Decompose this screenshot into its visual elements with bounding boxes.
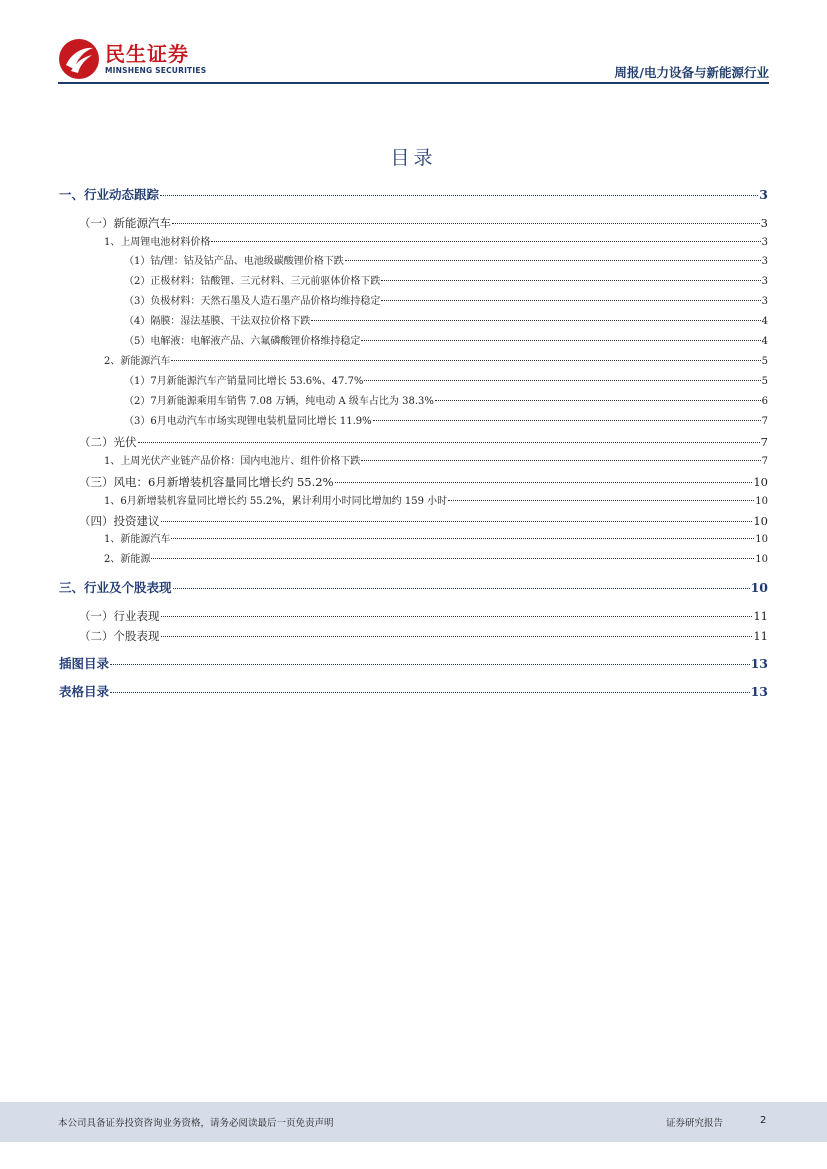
toc-entry-title: 一、行业动态跟踪 (59, 187, 160, 202)
toc-entry[interactable] (104, 493, 768, 511)
toc-entry-title: 三、行业及个股表现 (59, 580, 172, 595)
toc-leader-dots (161, 635, 753, 637)
toc-entry-title: （二）光伏 (79, 435, 137, 449)
toc-entry[interactable] (104, 453, 768, 471)
toc-leader-dots (161, 520, 753, 522)
toc-entry[interactable] (124, 253, 768, 271)
toc-leader-dots (151, 557, 754, 559)
toc-entry-title: （一）行业表现 (79, 609, 160, 623)
logo-english-name: MINSHENG SECURITIES (105, 65, 207, 75)
toc-leader-dots (345, 259, 761, 261)
toc-entry[interactable] (59, 683, 768, 701)
footer-disclaimer: 本公司具备证券投资咨询业务资格，请务必阅读最后一页免责声明 (58, 1118, 334, 1129)
toc-entry-page: 5 (761, 356, 768, 367)
toc-entry-page: 5 (761, 376, 768, 387)
toc-entry-page: 3 (761, 256, 768, 267)
toc-leader-dots (364, 379, 760, 381)
toc-entry[interactable] (124, 333, 768, 351)
toc-entry-page: 7 (761, 456, 768, 467)
toc-leader-dots (435, 399, 761, 401)
toc-leader-dots (381, 279, 760, 281)
toc-leader-dots (448, 499, 754, 501)
toc-entry[interactable] (104, 551, 768, 569)
toc-entry-title: （3）6月电动汽车市场实现锂电装机量同比增长 11.9% (124, 416, 372, 427)
toc-entry-title: 1、新能源汽车 (104, 534, 171, 545)
toc-title: 目录 (390, 147, 437, 169)
toc-entry[interactable] (59, 655, 768, 673)
toc-entry-title: （1）钴/锂：钴及钴产品、电池级碳酸锂价格下跌 (124, 256, 344, 267)
toc-entry[interactable] (104, 531, 768, 549)
toc-entry[interactable] (79, 627, 768, 645)
toc-entry-title: （4）隔膜：湿法基膜、干法双拉价格下跌 (124, 316, 311, 327)
toc-entry[interactable] (79, 214, 768, 232)
toc-entry-title: （2）正极材料：钴酸锂、三元材料、三元前驱体价格下跌 (124, 276, 381, 287)
toc-entry[interactable] (59, 579, 768, 597)
toc-entry-page: 11 (753, 609, 768, 623)
toc-entry-page: 6 (761, 396, 768, 407)
toc-entry[interactable] (124, 393, 768, 411)
footer-page-number: 2 (760, 1115, 767, 1126)
toc-entry[interactable] (59, 186, 768, 204)
report-type-label: 周报/电力设备与新能源行业 (614, 65, 769, 80)
toc-entry-page: 7 (761, 416, 768, 427)
toc-entry-title: 2、新能源汽车 (104, 356, 171, 367)
toc-entry-title: 插图目录 (59, 656, 110, 671)
page-footer (0, 1102, 827, 1142)
toc-entry-title: （3）负极材料：天然石墨及人造石墨产品价格均维持稳定 (124, 296, 381, 307)
toc-entry[interactable] (79, 607, 768, 625)
toc-leader-dots (173, 587, 750, 589)
toc-entry[interactable] (104, 234, 768, 252)
toc-entry-title: （一）新能源汽车 (79, 216, 171, 230)
toc-entry-page: 3 (761, 296, 768, 307)
toc-entry-title: （三）风电：6月新增装机容量同比增长约 55.2% (79, 475, 334, 489)
toc-entry[interactable] (79, 512, 768, 530)
toc-leader-dots (172, 222, 760, 224)
toc-entry-title: （二）个股表现 (79, 629, 160, 643)
toc-entry-title: 1、上周锂电池材料价格 (104, 237, 211, 248)
toc-entry[interactable] (124, 413, 768, 431)
toc-entry-title: 1、6月新增装机容量同比增长约 55.2%，累计利用小时同比增加约 159 小时 (104, 496, 448, 507)
toc-entry-page: 10 (755, 496, 768, 507)
toc-entry-page: 3 (759, 187, 768, 202)
toc-leader-dots (160, 194, 758, 196)
toc-entry-page: 3 (761, 237, 768, 248)
toc-entry[interactable] (124, 313, 768, 331)
toc-entry-title: 1、上周光伏产业链产品价格：国内电池片、组件价格下跌 (104, 456, 361, 467)
toc-leader-dots (361, 459, 760, 461)
toc-entry-title: （1）7月新能源汽车产销量同比增长 53.6%、47.7% (124, 376, 364, 387)
toc-entry-page: 10 (750, 580, 768, 595)
toc-entry[interactable] (124, 373, 768, 391)
toc-entry-title: （5）电解液：电解液产品、六氟磷酸锂价格维持稳定 (124, 336, 361, 347)
toc-entry-page: 4 (761, 316, 768, 327)
toc-leader-dots (311, 319, 760, 321)
toc-leader-dots (211, 240, 760, 242)
toc-entry[interactable] (124, 293, 768, 311)
footer-doc-type: 证券研究报告 (666, 1118, 724, 1129)
toc-entry-page: 3 (761, 276, 768, 287)
toc-entry-page: 10 (755, 554, 768, 565)
toc-entry-title: 表格目录 (59, 684, 110, 699)
toc-leader-dots (171, 359, 760, 361)
toc-entry[interactable] (79, 473, 768, 491)
toc-entry-title: （2）7月新能源乘用车销售 7.08 万辆，纯电动 A 级车占比为 38.3% (124, 396, 434, 407)
toc-entry-page: 13 (750, 656, 768, 671)
toc-entry-page: 7 (760, 435, 768, 449)
toc-leader-dots (161, 615, 753, 617)
toc-entry-page: 10 (753, 514, 768, 528)
toc-leader-dots (138, 441, 760, 443)
toc-entry-title: 2、新能源 (104, 554, 151, 565)
toc-entry-page: 13 (750, 684, 768, 699)
toc-leader-dots (171, 537, 754, 539)
toc-entry-page: 10 (755, 534, 768, 545)
toc-entry[interactable] (79, 433, 768, 451)
toc-entry[interactable] (104, 353, 768, 371)
toc-entry-title: （四）投资建议 (79, 514, 160, 528)
logo-chinese-name: 民生证券 (105, 41, 189, 66)
toc-leader-dots (373, 419, 761, 421)
toc-entry-page: 11 (753, 629, 768, 643)
toc-entry-page: 10 (753, 475, 768, 489)
toc-leader-dots (110, 691, 750, 693)
toc-leader-dots (361, 339, 760, 341)
toc-leader-dots (110, 663, 750, 665)
toc-entry-page: 3 (760, 216, 768, 230)
toc-leader-dots (381, 299, 760, 301)
toc-entry-page: 4 (761, 336, 768, 347)
toc-leader-dots (335, 481, 753, 483)
toc-entry[interactable] (124, 273, 768, 291)
